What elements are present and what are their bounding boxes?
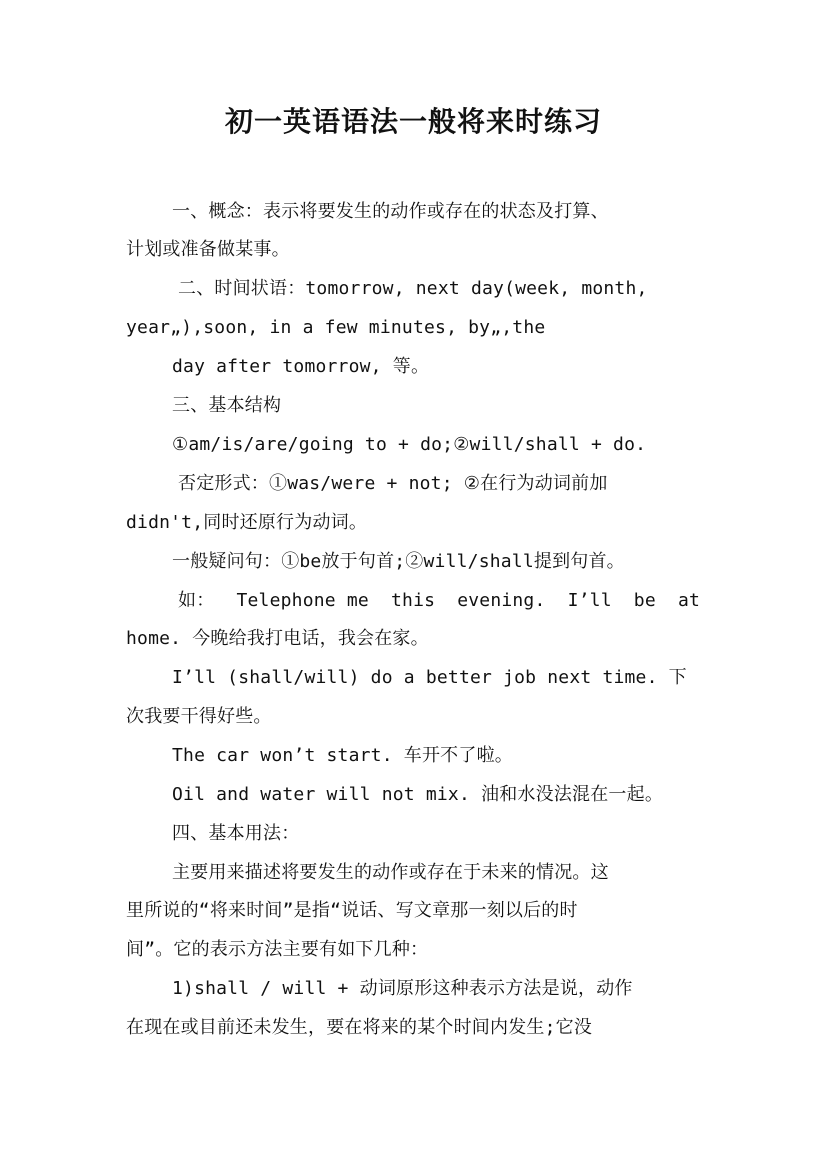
- page-title: 初一英语语法一般将来时练习: [224, 105, 602, 138]
- text-line: 三、基本结构: [172, 395, 282, 416]
- text-line: 一般疑问句：①be放于句首;②will/shall提到句首。: [172, 551, 625, 572]
- text-line: 主要用来描述将要发生的动作或存在于未来的情况。这: [172, 862, 609, 883]
- text-line: Oil and water will not mix. 油和水没法混在一起。: [172, 784, 664, 805]
- text-line: 次我要干得好些。: [126, 706, 272, 727]
- text-line: 间”。它的表示方法主要有如下几种：: [126, 939, 429, 960]
- text-line: 1)shall / will + 动词原形这种表示方法是说，动作: [172, 978, 633, 999]
- text-line: 二、时间状语：tomorrow, next day(week, month,: [178, 278, 648, 299]
- text-line: 在现在或目前还未发生，要在将来的某个时间内发生;它没: [126, 1017, 593, 1038]
- text-line: ①am/is/are/going to + do;②will/shall + do.: [172, 434, 647, 455]
- text-line: 一、概念：表示将要发生的动作或存在的状态及打算、: [172, 201, 609, 222]
- text-line: home. 今晚给我打电话，我会在家。: [126, 628, 429, 649]
- text-line: 计划或准备做某事。: [126, 239, 290, 260]
- text-line: 如： Telephone me this evening. I’ll be at: [178, 590, 701, 611]
- text-line: 四、基本用法：: [172, 823, 300, 844]
- text-line: day after tomorrow, 等。: [172, 356, 430, 377]
- text-line: year„),soon, in a few minutes, by„,the: [126, 317, 546, 338]
- text-line: I’ll (shall/will) do a better job next time. 下: [172, 667, 687, 688]
- text-line: didn't,同时还原行为动词。: [126, 512, 368, 533]
- text-line: The car won’t start. 车开不了啦。: [172, 745, 513, 766]
- text-line: 里所说的“将来时间”是指“说话、写文章那一刻以后的时: [126, 900, 578, 921]
- text-line: 否定形式：①was/were + not; ②在行为动词前加: [178, 473, 608, 494]
